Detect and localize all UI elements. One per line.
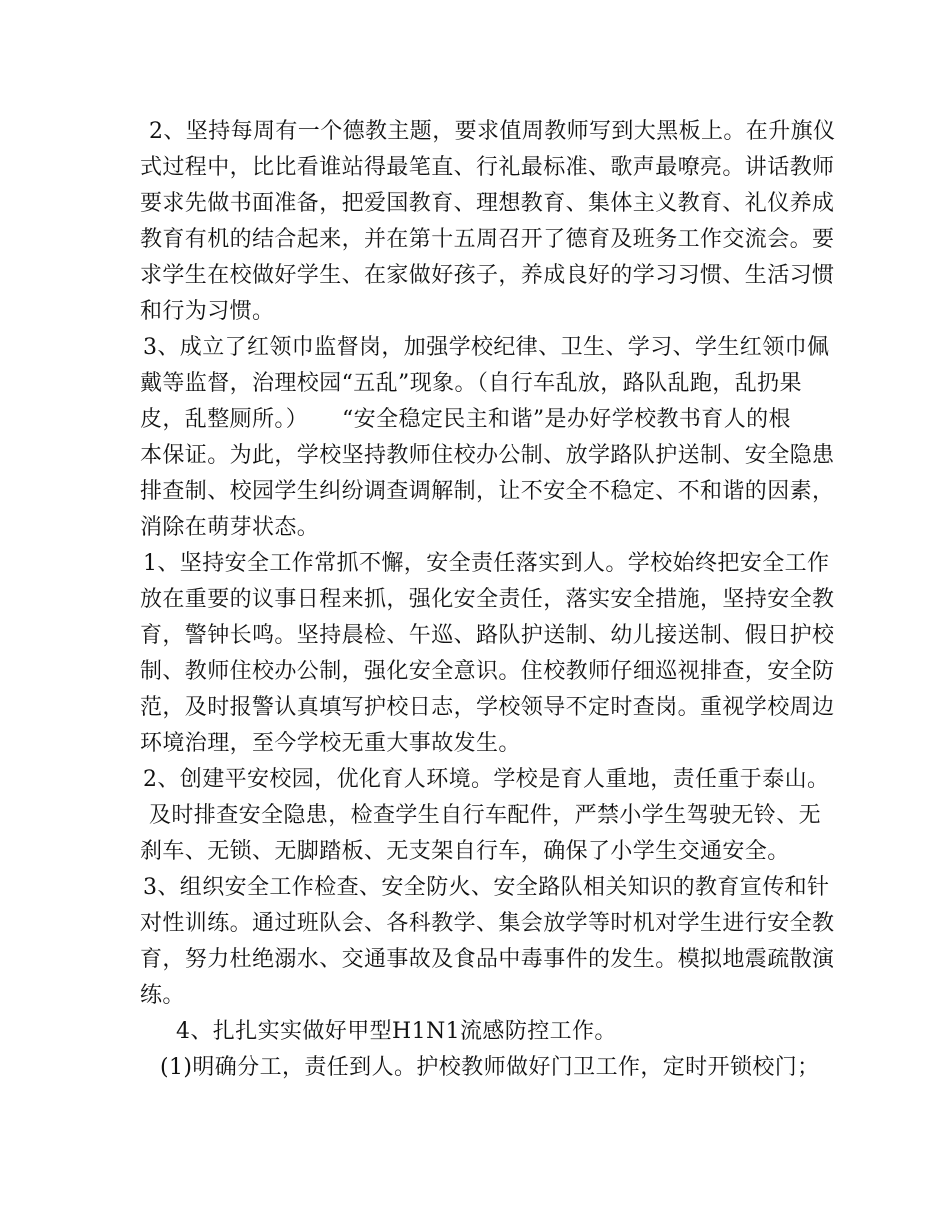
paragraph-line: 式过程中，比比看谁站得最笔直、行礼最标准、歌声最嘹亮。讲话教师: [140, 155, 835, 180]
paragraph-line: 和行为习惯。: [140, 299, 275, 324]
paragraph-line: 皮，乱整厕所。） “安全稳定民主和谐”是办好学校教书育人的根: [140, 407, 791, 432]
paragraph-line: 练。: [140, 983, 185, 1008]
paragraph-line: 排查制、校园学生纠纷调查调解制，让不安全不稳定、不和谐的因素，: [140, 479, 835, 504]
paragraph-line: (1)明确分工，责任到人。护校教师做好门卫工作，定时开锁校门；: [160, 1055, 820, 1080]
paragraph-line: 范，及时报警认真填写护校日志，学校领导不定时查岗。重视学校周边: [140, 695, 835, 720]
paragraph-line: 放在重要的议事日程来抓，强化安全责任，落实安全措施，坚持安全教: [140, 587, 835, 612]
paragraph-line: 2、创建平安校园，优化育人环境。学校是育人重地，责任重于泰山。: [143, 767, 830, 792]
paragraph-line: 3、组织安全工作检查、安全防火、安全路队相关知识的教育宣传和针: [143, 875, 830, 900]
paragraph-line: 2、坚持每周有一个德教主题，要求值周教师写到大黑板上。在升旗仪: [149, 119, 836, 144]
paragraph-line: 3、成立了红领巾监督岗，加强学校纪律、卫生、学习、学生红领巾佩: [143, 335, 830, 360]
paragraph-line: 要求先做书面准备，把爱国教育、理想教育、集体主义教育、礼仪养成: [140, 191, 835, 216]
paragraph-line: 对性训练。通过班队会、各科教学、集会放学等时机对学生进行安全教: [140, 911, 835, 936]
paragraph-line: 1、坚持安全工作常抓不懈，安全责任落实到人。学校始终把安全工作: [143, 551, 830, 576]
paragraph-line: 刹车、无锁、无脚踏板、无支架自行车，确保了小学生交通安全。: [140, 839, 790, 864]
paragraph-line: 育，警钟长鸣。坚持晨检、午巡、路队护送制、幼儿接送制、假日护校: [140, 623, 835, 648]
paragraph-line: 戴等监督，治理校园“五乱”现象。（自行车乱放，路队乱跑，乱扔果: [140, 371, 802, 396]
paragraph-line: 环境治理，至今学校无重大事故发生。: [140, 731, 521, 756]
paragraph-line: 教育有机的结合起来，并在第十五周召开了德育及班务工作交流会。要: [140, 227, 835, 252]
paragraph-line: 育，努力杜绝溺水、交通事故及食品中毒事件的发生。模拟地震疏散演: [140, 947, 835, 972]
paragraph-line: 及时排查安全隐患，检查学生自行车配件，严禁小学生驾驶无铃、无: [149, 803, 822, 828]
paragraph-line: 求学生在校做好学生、在家做好孩子，养成良好的学习习惯、生活习惯: [140, 263, 835, 288]
paragraph-line: 4、扎扎实实做好甲型H1N1流感防控工作。: [176, 1019, 617, 1044]
paragraph-line: 本保证。为此，学校坚持教师住校办公制、放学路队护送制、安全隐患: [140, 443, 835, 468]
paragraph-line: 制、教师住校办公制，强化安全意识。住校教师仔细巡视排查，安全防: [140, 659, 835, 684]
paragraph-line: 消除在萌芽状态。: [140, 515, 320, 540]
